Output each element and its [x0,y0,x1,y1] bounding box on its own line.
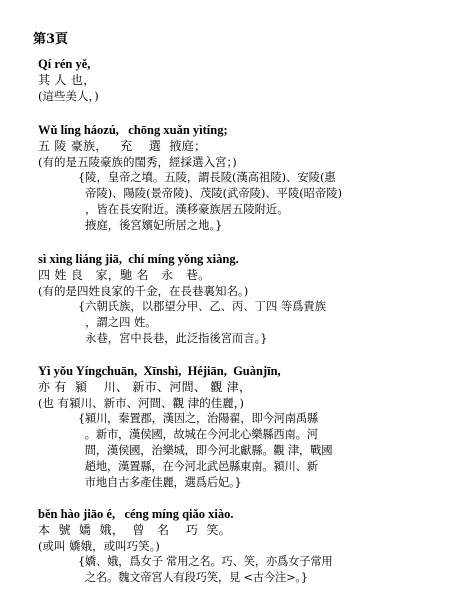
annotation-line: 永巷，宮中長巷，此泛指後宮而言。} [78,332,268,345]
verse-section [38,56,443,104]
annotation-line: ，皆在長安附近。漢移豪族居五陵附近。 [78,203,289,216]
annotation-line: 間，漢侯國，治樂城，即今河北獻縣。觀 津，戰國 [78,444,333,457]
pinyin-line: Yì yǒu Yíngchuān, Xīnshì, Héjiān, Guànjīn, [38,364,281,378]
annotation-line: 趙地，漢置縣，在今河北武邑縣東南。潁川、新 [78,460,318,473]
verse-section [38,363,443,491]
annotation-line: 市地自古多產佳麗，選爲后妃。} [78,476,242,489]
verse-section [38,122,443,234]
translation-line: (或叫 嬌娥，或叫巧笑。) [38,539,160,553]
pinyin-line: běn hào jiāo é, céng míng qiǎo xiào. [38,507,234,521]
verse-section [38,506,443,586]
annotation-line: 。新市，漢侯國，故城在今河北心樂縣西南。河 [78,428,318,441]
chinese-line: 亦 有 潁 川、 新市、河間、 觀 津， [38,380,252,394]
translation-line: (有的是五陵豪族的閨秀，經採選入宮；) [38,155,237,169]
annotation-line: {六朝氏族，以郡望分甲、乙、丙、丁四 等爲貴族 [78,300,327,313]
page-label: 第3頁 [33,32,69,47]
chinese-line: 本 號 嬌 娥， 曾 名 巧 笑。 [38,523,231,537]
annotation-line: {潁川，秦置郡，漢因之，治陽翟，即今河南禹縣 [78,412,319,425]
pinyin-line: Qí rén yě, [38,57,91,71]
chinese-line: 其 人 也， [38,73,96,87]
translation-line: (有的是四姓良家的千金，在長巷裏知名。) [38,284,249,298]
translation-line: (這些美人，) [38,89,99,103]
annotation-line: ，謂之四 姓。 [78,316,157,329]
translation-line: (也 有潁川、新市、河間、觀 津的佳麗，) [38,396,245,410]
chinese-line: 五 陵 豪族， 充 選 掖庭； [38,139,207,153]
annotation-line: {陵，皇帝之墳。五陵，謂長陵(漢高祖陵)、安陵(惠 [78,171,336,184]
chinese-line: 四 姓 良 家，馳 名 永 巷。 [38,268,211,282]
annotation-line: 之名。魏文帝宮人有段巧笑，見 <古今注>。} [78,571,308,584]
annotation-line: 掖庭，後宮嬪妃所居之地。} [78,219,223,232]
verse-section [38,251,443,347]
annotation-line: 帝陵)、陽陵(景帝陵)、茂陵(武帝陵)、平陵(昭帝陵) [78,187,342,200]
pinyin-line: Wǔ líng háozú, chōng xuǎn yìtíng; [38,123,228,137]
pinyin-line: sì xìng liáng jiā, chí míng yǒng xiàng. [38,252,239,266]
annotation-line: {嬌、娥，爲女子 常用之名。巧、笑，亦爲女子常用 [78,555,333,568]
